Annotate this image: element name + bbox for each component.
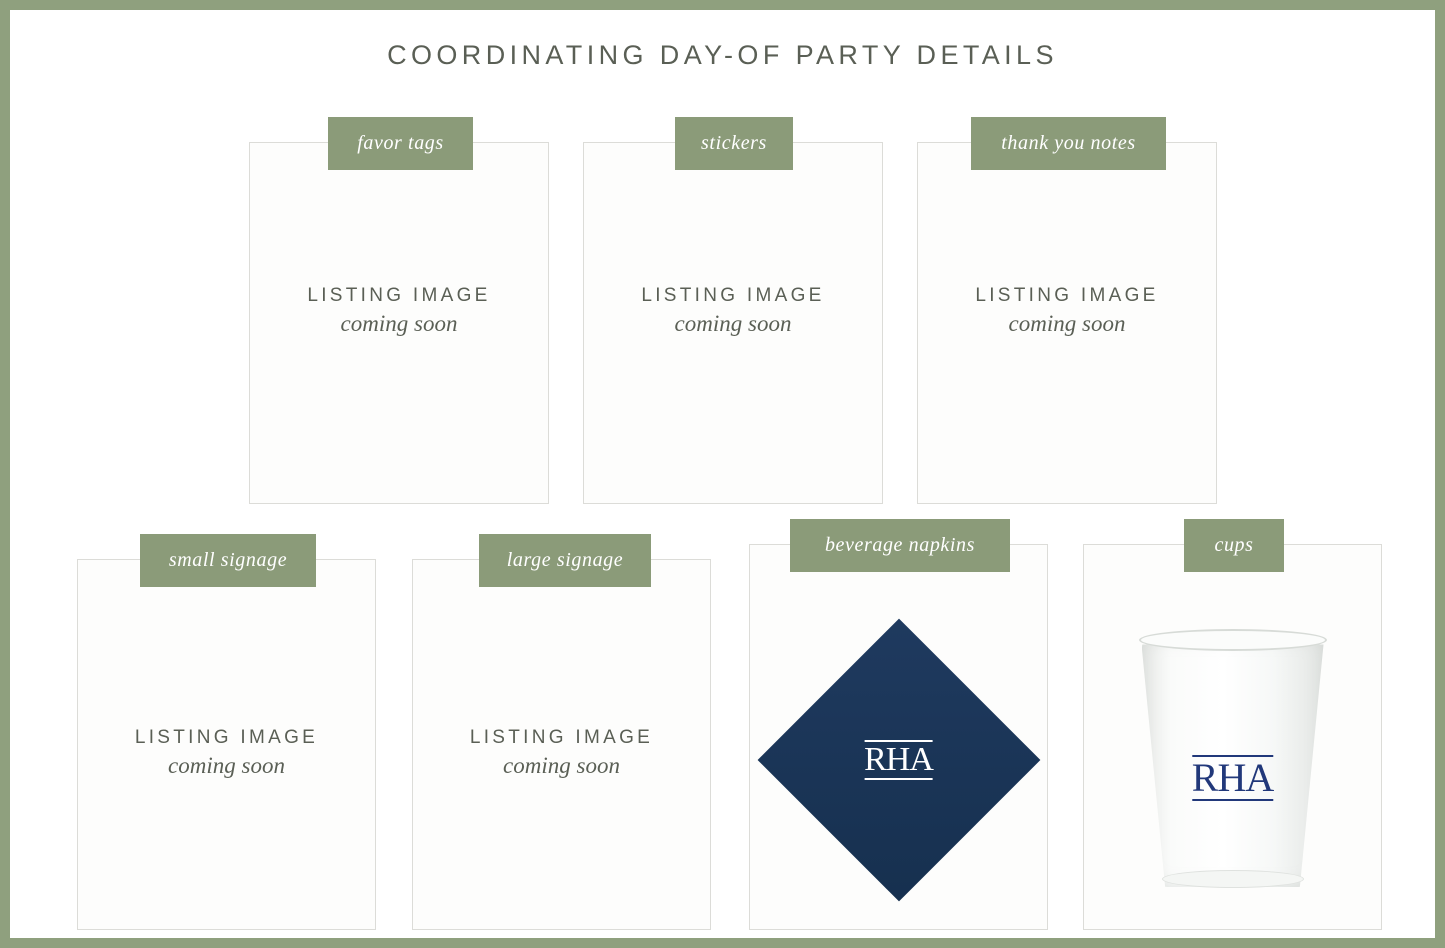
product-card-favor-tags[interactable]: [249, 132, 549, 504]
listing-image-placeholder: [918, 285, 1216, 337]
product-card-cups[interactable]: [1083, 534, 1382, 930]
card-label-small-signage: small signage: [140, 534, 316, 587]
product-card-small-signage[interactable]: [77, 549, 376, 930]
listing-image-placeholder: [78, 727, 375, 779]
placeholder-line-1: LISTING IMAGE: [641, 285, 825, 306]
placeholder-line-2: coming soon: [674, 311, 792, 336]
cup-base: [1162, 870, 1304, 888]
placeholder-line-2: coming soon: [503, 753, 620, 778]
product-card-large-signage[interactable]: [412, 549, 711, 930]
placeholder-line-2: coming soon: [340, 311, 458, 336]
listing-image-placeholder: [584, 285, 882, 337]
placeholder-line-1: LISTING IMAGE: [307, 285, 491, 306]
listing-image-placeholder: [250, 285, 548, 337]
card-label-favor-tags: favor tags: [328, 117, 473, 170]
catalog-page: [10, 10, 1435, 938]
cup-monogram: RHA: [1191, 755, 1274, 800]
placeholder-line-1: LISTING IMAGE: [975, 285, 1159, 306]
product-card-stickers[interactable]: [583, 132, 883, 504]
listing-image-placeholder: [413, 727, 710, 779]
cup-product-image: [1118, 627, 1348, 907]
placeholder-line-1: LISTING IMAGE: [134, 727, 319, 748]
card-label-beverage-napkins: beverage napkins: [790, 519, 1010, 572]
product-card-beverage-napkins[interactable]: [749, 534, 1048, 930]
product-card-thank-you-notes[interactable]: [917, 132, 1217, 504]
napkin-monogram: RHA: [864, 741, 933, 778]
page-title: COORDINATING DAY-OF PARTY DETAILS: [387, 40, 1058, 70]
card-label-stickers: stickers: [675, 117, 793, 170]
placeholder-line-1: LISTING IMAGE: [469, 727, 654, 748]
card-label-thank-you-notes: thank you notes: [971, 117, 1166, 170]
cup-rim: [1139, 629, 1327, 651]
card-label-large-signage: large signage: [479, 534, 651, 587]
placeholder-line-2: coming soon: [1008, 311, 1126, 336]
placeholder-line-2: coming soon: [168, 753, 285, 778]
card-label-cups: cups: [1184, 519, 1284, 572]
napkin-product-image: [769, 630, 1029, 890]
